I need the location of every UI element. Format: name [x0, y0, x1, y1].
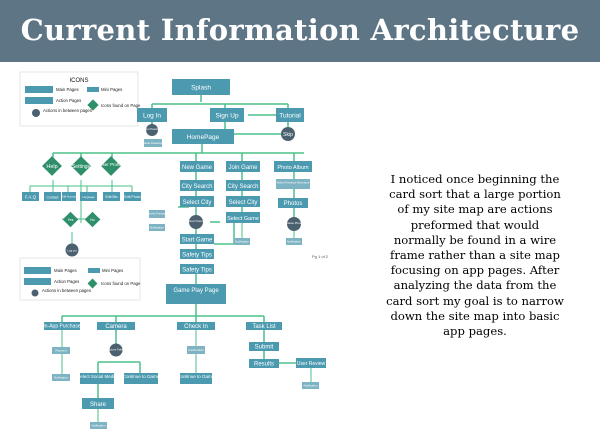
homepage-label: HomePage	[186, 134, 220, 141]
legend-action-swatch	[25, 97, 53, 104]
edge	[152, 122, 225, 129]
legend-mini-label: Mini Pages	[102, 268, 124, 273]
inapp-purchase-label: In-App Purchase	[43, 323, 81, 330]
legend-action-label: Action Pages	[54, 279, 80, 284]
legend-mini-label: Mini Pages	[101, 87, 123, 92]
legend-mini-swatch	[87, 87, 99, 92]
notification-label: Notification	[303, 383, 318, 388]
splash-label: Splash	[191, 84, 211, 92]
gameplay-label: Game Play Page	[173, 288, 219, 294]
gameplay-page	[166, 284, 226, 304]
select-social-label: Select Social Media	[77, 374, 117, 379]
continue-game-label: Continue to Game	[177, 374, 215, 379]
select-previous-label: Select Previous Adventure	[276, 180, 310, 185]
edge	[30, 180, 112, 186]
reset-password-label: Reset Password	[142, 141, 164, 145]
select-city-label: Select City	[182, 200, 212, 206]
title-banner	[0, 0, 600, 62]
legend-actions-label: Actions in between pages	[43, 108, 92, 113]
notification-label: Notification	[235, 239, 249, 244]
legend-bottom	[20, 258, 141, 300]
analysis-note: I noticed once beginning the card sort that a large portion of my site map are actions preformed that would normally be found in a wire frame rather than a site map focusing on app pages. After analyzing the data from the card sort my goal is to narrow down the site map into basic app pages.	[386, 172, 564, 339]
edit-photo-label: Edit Photo	[124, 195, 141, 199]
log-out-label: Log out	[67, 248, 77, 253]
user-review-label: User Review	[296, 361, 326, 367]
checkin-label: Check In	[184, 324, 208, 330]
delete-photo-label: Delete Photo	[285, 221, 303, 225]
city-search-label: City Search	[227, 184, 259, 190]
legend-action-swatch	[24, 278, 51, 285]
yes-label: Yes	[67, 218, 74, 222]
user-profile-label: User Profile	[99, 162, 123, 167]
notification-label: Notification	[150, 225, 164, 230]
legend-mini-swatch	[88, 268, 100, 273]
join-game-label: Join Game	[228, 165, 258, 171]
legend-main-swatch	[24, 267, 51, 274]
edit-bio-label: Edit Bio	[105, 195, 118, 199]
legend-title: ICONS	[69, 78, 89, 84]
select-friends-label: Select Friends	[187, 219, 205, 223]
select-city-label: Select City	[228, 200, 258, 206]
legend-icons-label: Icons found on Page	[101, 281, 141, 286]
forgot-password-label: Forgot Password	[141, 127, 163, 131]
continue-game-label: Continue to Game	[122, 374, 160, 379]
skip-label: Skip	[283, 132, 293, 138]
legend-top	[20, 72, 141, 126]
signup-label: Sign Up	[215, 112, 239, 120]
legend-main-label: Main Pages	[56, 87, 79, 92]
safety-tips-label: Safety Tips	[182, 252, 212, 259]
city-search-label: City Search	[181, 184, 213, 190]
picture-taken-label: Picture Taken	[107, 347, 125, 352]
edit-account-label: Edit Account	[61, 194, 77, 199]
notification-label: Notification	[287, 239, 301, 244]
legend-circle-icon	[32, 290, 39, 297]
legend-main-label: Main Pages	[54, 268, 77, 273]
select-game-label: Select Game	[227, 216, 259, 222]
edge	[98, 362, 140, 373]
edge	[81, 180, 132, 186]
legend-action-label: Action Pages	[56, 98, 82, 103]
language-label: Language	[82, 195, 95, 199]
payment-label: Payment	[55, 348, 67, 353]
no-label: No	[90, 218, 95, 222]
share-label: Share	[89, 402, 107, 408]
legend-circle-icon	[32, 109, 40, 117]
edge	[62, 316, 264, 322]
safety-tips-label: Safety Tips	[182, 267, 212, 274]
notification-label: Notification	[54, 375, 68, 380]
invite-friends-label: Invite Friends	[148, 211, 166, 216]
contact-label: Contact	[46, 195, 59, 200]
notification-label: Notification	[91, 423, 106, 428]
confirmation-label: Confirmation	[188, 348, 204, 352]
tutorial-label: Tutorial	[279, 112, 301, 120]
results-label: Results	[253, 361, 275, 368]
new-game-label: New Game	[181, 165, 213, 171]
legend-icons-label: Icons found on Page	[101, 103, 141, 108]
camera-label: Camera	[105, 324, 127, 330]
page-number: Pg 1 of 2	[312, 254, 329, 259]
legend-actions-label: Actions in between pages	[42, 288, 91, 293]
faq-label: F.A.Q	[24, 194, 37, 200]
login-label: Log In	[142, 112, 162, 120]
page-title: Current Information Architecture	[20, 13, 580, 47]
legend-main-swatch	[25, 86, 53, 93]
edge	[214, 222, 234, 244]
edge	[196, 153, 294, 161]
tasklist-label: Task List	[252, 324, 276, 330]
settings-label: Settings	[71, 164, 91, 170]
submit-label: Submit	[254, 344, 274, 351]
photo-album-label: Photo Album	[277, 165, 309, 171]
start-game-label: Start Game	[181, 237, 213, 244]
photos-label: Photos	[283, 201, 303, 207]
help-label: Help	[46, 164, 58, 170]
